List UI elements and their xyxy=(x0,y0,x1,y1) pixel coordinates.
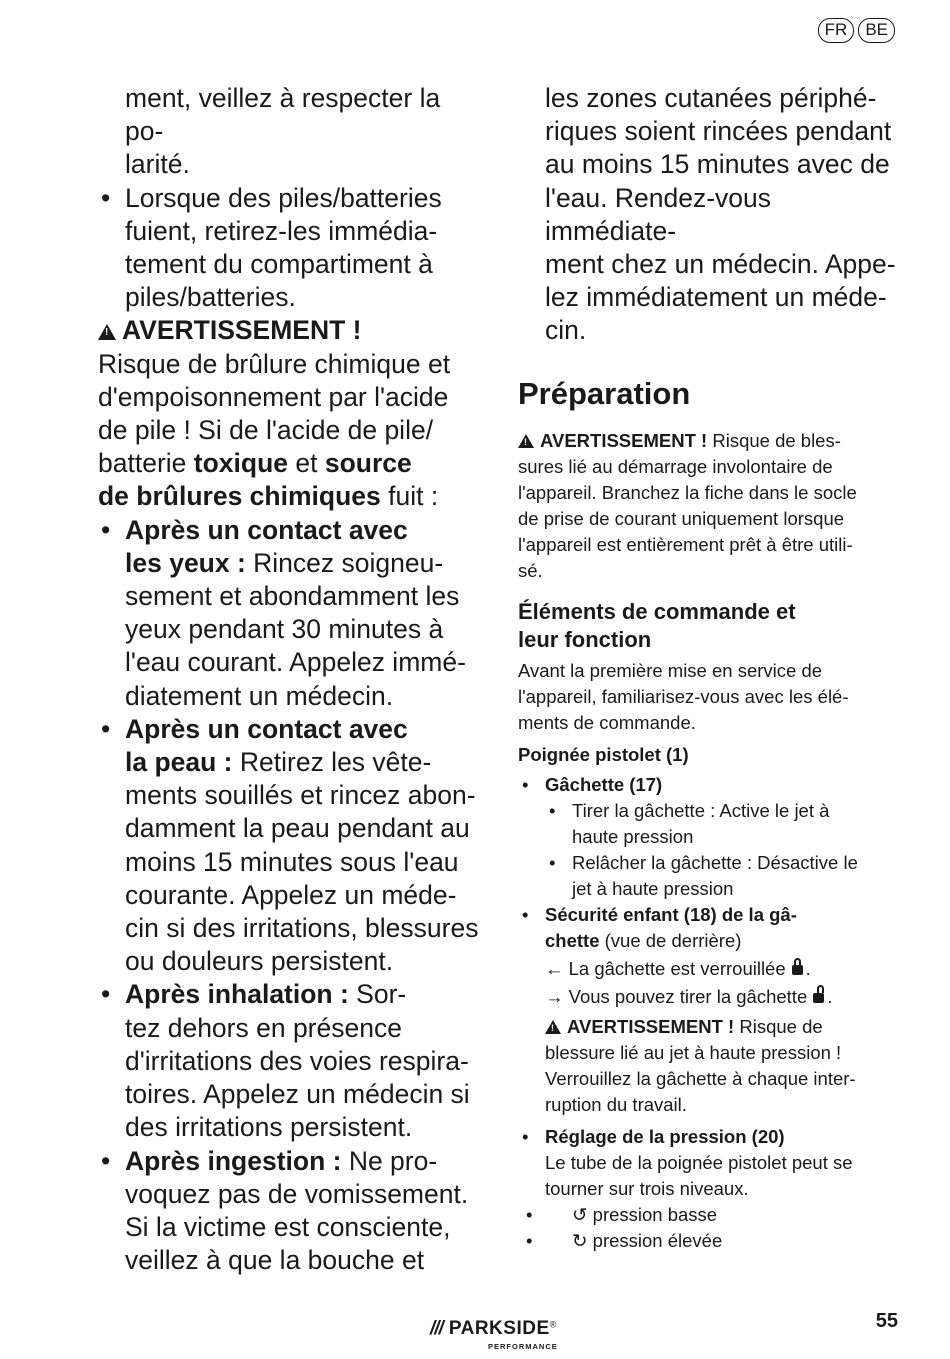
warning-icon xyxy=(545,1020,561,1034)
paragraph-skin-continued: les zones cutanées périphé- riques soient rincées pendant au moins 15 minutes avec de l'eau. Rendez-vous immédiate- ment chez un médecin. Appe- lez immédiatement un méde- cin. xyxy=(545,83,896,346)
language-badges xyxy=(818,18,895,43)
subsection-title-controls: Éléments de commande et leur fonction xyxy=(518,598,796,652)
section-title-preparation: Préparation xyxy=(518,375,691,411)
list-item-trigger-pull: • Tirer la gâchette : Active le jet à haute pression xyxy=(518,798,903,850)
lang-badge-fr: FR xyxy=(818,18,855,43)
list-item-inhalation: • Après inhalation : Sor- tez dehors en présence d'irritations des voies respira- toires. Appelez un médecin si des irritations persistent. xyxy=(98,978,483,1144)
warning-icon xyxy=(518,434,534,448)
list-item-leaking-batteries: • Lorsque des piles/batteries fuient, retirez-les immédia- tement du compartiment à piles/batteries. xyxy=(98,182,483,315)
lock-closed-icon xyxy=(792,965,803,975)
logo-registered: ® xyxy=(549,1319,557,1330)
logo-brand: PARKSIDE xyxy=(448,1318,550,1339)
list-item-trigger: • Gâchette (17) xyxy=(518,772,903,798)
list-item-trigger-release: • Relâcher la gâchette : Désactive le jet à haute pression xyxy=(518,850,903,902)
list-item-skin: • Après un contact avec la peau : Retirez les vête- ments souillés et rincez abon- damment la peau pendant au moins 15 minutes sous l'eau courante. Appelez un méde- cin si des irritations, blessures ou douleurs persistent. xyxy=(98,713,483,979)
right-column xyxy=(518,82,903,1254)
lang-badge-be: BE xyxy=(858,18,895,43)
warning-heading: !AVERTISSEMENT ! xyxy=(98,314,483,347)
logo-slashes: /// xyxy=(430,1318,443,1339)
logo-subtitle: PERFORMANCE xyxy=(488,1342,558,1351)
lock-open-icon xyxy=(813,993,824,1003)
safety-warning: !AVERTISSEMENT ! Risque de blessure lié au jet à haute pression ! Verrouillez la gâchette à chaque inter- ruption du travail. xyxy=(518,1014,903,1118)
warning-icon xyxy=(98,324,116,340)
list-item-ingestion: • Après ingestion : Ne pro- voquez pas de vomissement. Si la victime est consciente, veillez à que la bouche et xyxy=(98,1145,483,1278)
pressure-high-item: • ↻ pression élevée xyxy=(522,1228,903,1254)
warning-text: Risque de brûlure chimique et d'empoisonnement par l'acide de pile ! Si de l'acide de pile/ batterie toxique et source de brûlures chimiques fuit : xyxy=(98,348,451,512)
rotate-right-icon: ↻ xyxy=(572,1229,588,1251)
list-item-pressure: • Réglage de la pression (20) Le tube de la poignée pistolet peut se tourner sur trois niveaux. xyxy=(518,1124,903,1202)
safety-locked-line: ← La gâchette est verrouillée . xyxy=(545,957,811,979)
grip-title: Poignée pistolet (1) xyxy=(518,743,689,765)
arrow-left-icon: ← xyxy=(545,957,564,979)
preparation-warning: !AVERTISSEMENT ! Risque de bles- sures lié au démarrage involontaire de l'appareil. Branchez la fiche dans le socle de prise de courant uniquement lorsque l'appareil est entièrement prêt à être utili- sé. xyxy=(518,428,903,584)
page-number: 55 xyxy=(875,1310,898,1332)
paragraph-polarity: ment, veillez à respecter la po- larité. xyxy=(125,83,441,180)
parkside-logo xyxy=(430,1318,558,1351)
arrow-right-icon: → xyxy=(545,985,564,1007)
safety-free-line: → Vous pouvez tirer la gâchette . xyxy=(545,985,833,1007)
controls-intro: Avant la première mise en service de l'appareil, familiarisez-vous avec les élé- ments de commande. xyxy=(518,659,849,733)
left-column xyxy=(98,82,483,1277)
pressure-low-item: • ↺ pression basse xyxy=(522,1202,903,1228)
list-item-eyes: • Après un contact avec les yeux : Rincez soigneu- sement et abondamment les yeux pendant 30 minutes à l'eau courant. Appelez immé- diatement un médecin. xyxy=(98,514,483,713)
list-item-child-safety: • Sécurité enfant (18) de la gâ- chette (vue de derrière) xyxy=(518,902,903,954)
rotate-left-icon: ↺ xyxy=(572,1203,588,1225)
